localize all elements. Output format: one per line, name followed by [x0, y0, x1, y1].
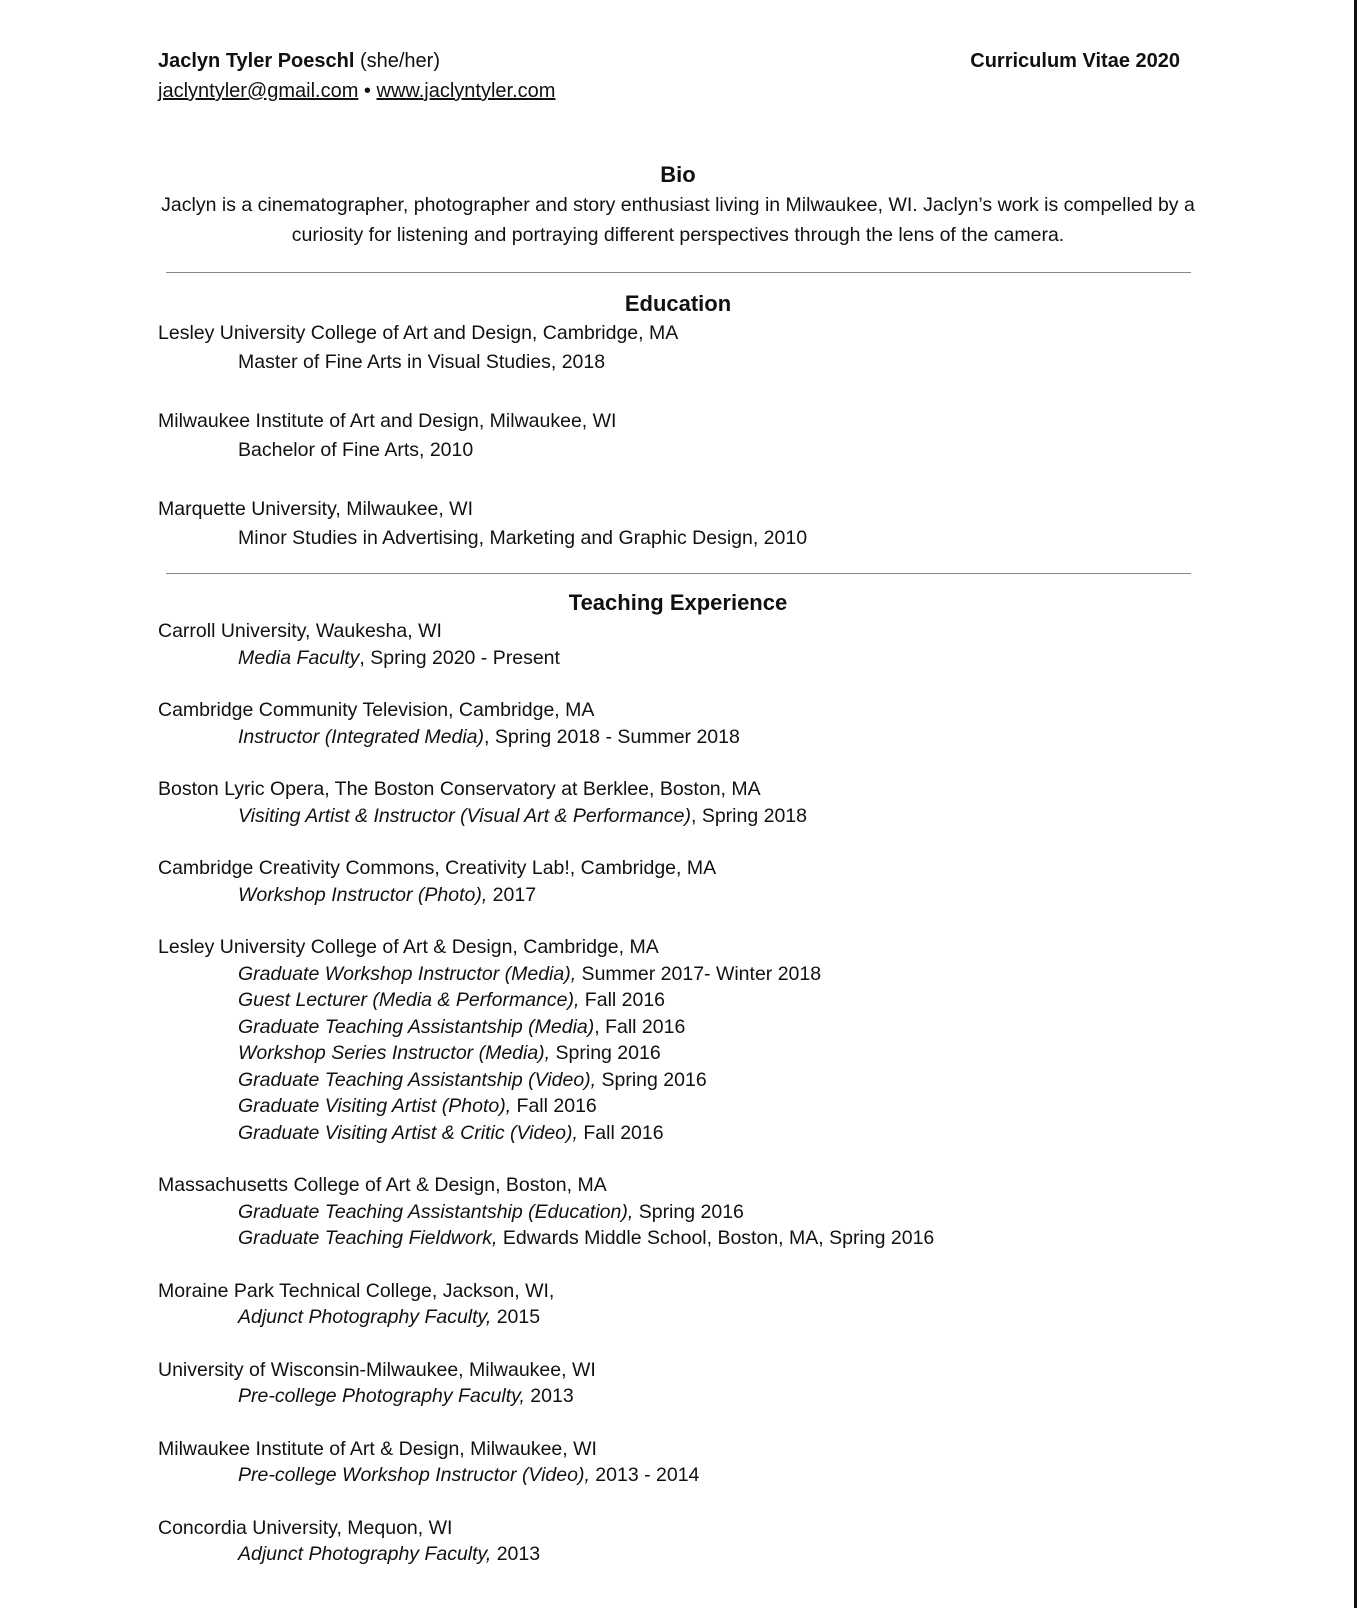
role-title: Pre-college Photography Faculty, — [238, 1385, 525, 1407]
role-line — [158, 645, 1198, 672]
role-detail: Fall 2016 — [579, 989, 666, 1011]
institution-name: Lesley University College of Art and Design, Cambridge, MA — [158, 322, 679, 344]
role-line — [158, 803, 1198, 830]
role-detail: 2013 — [491, 1543, 541, 1565]
role-line — [158, 1067, 1198, 1094]
role-title: Graduate Teaching Assistantship (Media) — [238, 1015, 595, 1038]
role-detail: , Spring 2018 — [691, 804, 808, 827]
role-line — [158, 1383, 1198, 1410]
role-detail: , Fall 2016 — [594, 1015, 686, 1038]
institution-name: Marquette University, Milwaukee, WI — [158, 498, 473, 520]
bio-heading: Bio — [660, 162, 696, 187]
separator: • — [363, 80, 371, 102]
degree-text: Minor Studies in Advertising, Marketing and Graphic Design, 2010 — [238, 527, 808, 549]
teaching-entry — [158, 618, 1198, 671]
education-entry — [158, 407, 1198, 465]
role-line — [158, 1541, 1198, 1568]
teaching-entry — [158, 1436, 1198, 1489]
degree-text: Bachelor of Fine Arts, 2010 — [238, 439, 474, 461]
institution-name: Massachusetts College of Art & Design, Boston, MA — [158, 1174, 607, 1196]
institution-name: Moraine Park Technical College, Jackson, WI, — [158, 1279, 555, 1302]
role-line — [158, 1120, 1198, 1147]
role-title: Pre-college Workshop Instructor (Video), — [238, 1464, 590, 1486]
header-contact-block — [158, 46, 555, 106]
role-title: Graduate Visiting Artist (Photo), — [238, 1095, 512, 1117]
institution-name: University of Wisconsin-Milwaukee, Milwaukee, WI — [158, 1358, 596, 1381]
name-line — [158, 46, 555, 76]
role-line — [158, 1093, 1198, 1120]
institution-name: Concordia University, Mequon, WI — [158, 1516, 453, 1539]
section-divider — [166, 272, 1191, 273]
email-link[interactable]: jaclyntyler@gmail.com — [158, 80, 359, 102]
teaching-entry — [158, 1172, 1198, 1252]
role-line — [158, 1225, 1198, 1252]
role-title: Instructor (Integrated Media) — [238, 725, 485, 748]
role-detail: , Spring 2020 - Present — [359, 646, 560, 669]
role-line — [158, 1199, 1198, 1226]
teaching-entry — [158, 934, 1198, 1146]
role-detail: , Spring 2018 - Summer 2018 — [484, 725, 740, 748]
role-detail: 2017 — [487, 883, 537, 906]
institution-name: Cambridge Community Television, Cambridge, MA — [158, 699, 595, 721]
role-detail: Summer 2017- Winter 2018 — [576, 962, 822, 985]
institution-name: Milwaukee Institute of Art and Design, Milwaukee, WI — [158, 410, 617, 432]
role-title: Visiting Artist & Instructor (Visual Art & Performance) — [238, 804, 691, 827]
role-line — [158, 1040, 1198, 1067]
role-title: Media Faculty — [238, 646, 360, 669]
role-line — [158, 724, 1198, 751]
role-detail: Edwards Middle School, Boston, MA, Spring 2016 — [497, 1227, 935, 1249]
teaching-entry — [158, 1515, 1198, 1568]
role-detail: Spring 2016 — [633, 1200, 744, 1223]
role-line — [158, 1462, 1198, 1489]
role-title: Graduate Teaching Assistantship (Education), — [238, 1200, 634, 1223]
teaching-heading: Teaching Experience — [568, 590, 788, 615]
bio-text: Jaclyn is a cinematographer, photographer and story enthusiast living in Milwaukee, WI. Jaclyn’s work is compelled by a curiosity for listening and portraying different perspectives through the lens of the camera. — [161, 194, 1195, 246]
role-detail: 2013 — [524, 1385, 574, 1407]
role-line — [158, 882, 1198, 909]
document-title: Curriculum Vitae 2020 — [970, 50, 1180, 72]
teaching-list — [158, 618, 1198, 1568]
education-entry — [158, 495, 1198, 553]
bio-section — [158, 160, 1198, 250]
teaching-entry — [158, 1357, 1198, 1410]
role-title: Workshop Series Instructor (Media), — [238, 1042, 551, 1064]
role-detail: 2013 - 2014 — [589, 1464, 700, 1486]
institution-name: Carroll University, Waukesha, WI — [158, 620, 442, 642]
degree-text: Master of Fine Arts in Visual Studies, 2018 — [238, 351, 606, 373]
role-title: Graduate Workshop Instructor (Media), — [238, 962, 577, 985]
role-title: Guest Lecturer (Media & Performance), — [238, 989, 580, 1011]
education-section — [158, 289, 1198, 553]
role-title: Workshop Instructor (Photo), — [238, 883, 488, 906]
role-title: Graduate Teaching Fieldwork, — [238, 1227, 498, 1249]
role-title: Adjunct Photography Faculty, — [238, 1306, 492, 1328]
contact-line — [158, 76, 555, 106]
role-detail: Fall 2016 — [511, 1095, 597, 1117]
role-detail: Fall 2016 — [577, 1121, 664, 1144]
pronouns: (she/her) — [359, 50, 440, 72]
role-detail: Spring 2016 — [550, 1042, 661, 1064]
role-line — [158, 1304, 1198, 1331]
institution-name: Milwaukee Institute of Art & Design, Milwaukee, WI — [158, 1437, 597, 1460]
role-line — [158, 1014, 1198, 1041]
role-line — [158, 987, 1198, 1014]
teaching-section — [158, 588, 1198, 1568]
role-title: Graduate Visiting Artist & Critic (Video), — [238, 1121, 578, 1144]
education-list — [158, 319, 1198, 553]
role-line — [158, 961, 1198, 988]
cv-content — [158, 160, 1198, 1594]
institution-name: Boston Lyric Opera, The Boston Conservatory at Berklee, Boston, MA — [158, 778, 761, 800]
education-heading: Education — [624, 291, 732, 316]
institution-name: Cambridge Creativity Commons, Creativity Lab!, Cambridge, MA — [158, 857, 717, 879]
role-title: Adjunct Photography Faculty, — [238, 1543, 492, 1565]
teaching-entry — [158, 776, 1198, 829]
applicant-name: Jaclyn Tyler Poeschl — [158, 50, 355, 72]
role-detail: Spring 2016 — [596, 1068, 707, 1091]
role-title: Graduate Teaching Assistantship (Video), — [238, 1068, 597, 1091]
education-entry — [158, 319, 1198, 377]
teaching-entry — [158, 855, 1198, 908]
section-divider — [166, 573, 1191, 574]
teaching-entry — [158, 697, 1198, 750]
teaching-entry — [158, 1278, 1198, 1331]
role-detail: 2015 — [491, 1306, 541, 1328]
website-link[interactable]: www.jaclyntyler.com — [376, 80, 556, 102]
institution-name: Lesley University College of Art & Design, Cambridge, MA — [158, 936, 659, 958]
